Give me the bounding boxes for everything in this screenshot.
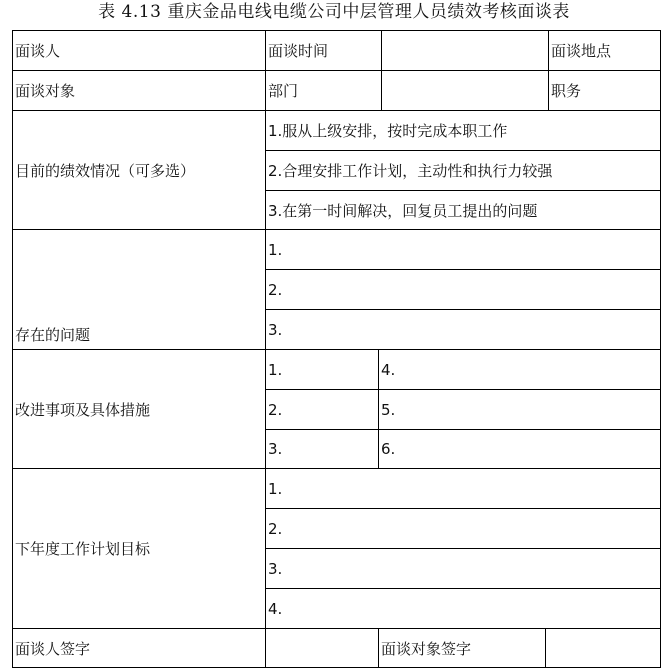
interview-subject-label: 面谈对象 bbox=[12, 70, 266, 111]
performance-option[interactable]: 3.在第一时间解决，回复员工提出的问题 bbox=[265, 190, 661, 230]
plan-item[interactable]: 4. bbox=[265, 588, 661, 629]
improvements-label: 改进事项及具体措施 bbox=[12, 349, 266, 469]
plan-item[interactable]: 1. bbox=[265, 468, 661, 509]
problem-item[interactable]: 2. bbox=[265, 269, 661, 310]
interview-place-label: 面谈地点 bbox=[548, 30, 661, 71]
interviewer-signature-field[interactable] bbox=[265, 628, 379, 668]
plan-label: 下年度工作计划目标 bbox=[12, 468, 266, 629]
position-label: 职务 bbox=[548, 70, 661, 111]
interviewer-label: 面谈人 bbox=[12, 30, 266, 71]
improvement-item[interactable]: 3. bbox=[265, 429, 379, 469]
department-label: 部门 bbox=[265, 70, 382, 111]
subject-signature-field[interactable] bbox=[545, 628, 661, 668]
interview-time-field[interactable] bbox=[381, 30, 549, 71]
performance-option[interactable]: 2.合理安排工作计划，主动性和执行力较强 bbox=[265, 150, 661, 191]
table-title: 表 4.13 重庆金品电线电缆公司中层管理人员绩效考核面谈表 bbox=[98, 2, 570, 22]
problem-item[interactable]: 3. bbox=[265, 309, 661, 350]
improvement-item[interactable]: 1. bbox=[265, 349, 379, 390]
performance-label: 目前的绩效情况（可多选） bbox=[12, 110, 266, 230]
improvement-item[interactable]: 5. bbox=[378, 389, 661, 430]
department-field[interactable] bbox=[381, 70, 549, 111]
improvement-item[interactable]: 2. bbox=[265, 389, 379, 430]
problems-label: 存在的问题 bbox=[12, 229, 266, 350]
improvement-item[interactable]: 6. bbox=[378, 429, 661, 469]
performance-option[interactable]: 1.服从上级安排，按时完成本职工作 bbox=[265, 110, 661, 151]
plan-item[interactable]: 3. bbox=[265, 548, 661, 589]
interviewer-signature-label: 面谈人签字 bbox=[12, 628, 266, 668]
problem-item[interactable]: 1. bbox=[265, 229, 661, 270]
subject-signature-label: 面谈对象签字 bbox=[378, 628, 546, 668]
interview-time-label: 面谈时间 bbox=[265, 30, 382, 71]
plan-item[interactable]: 2. bbox=[265, 508, 661, 549]
improvement-item[interactable]: 4. bbox=[378, 349, 661, 390]
